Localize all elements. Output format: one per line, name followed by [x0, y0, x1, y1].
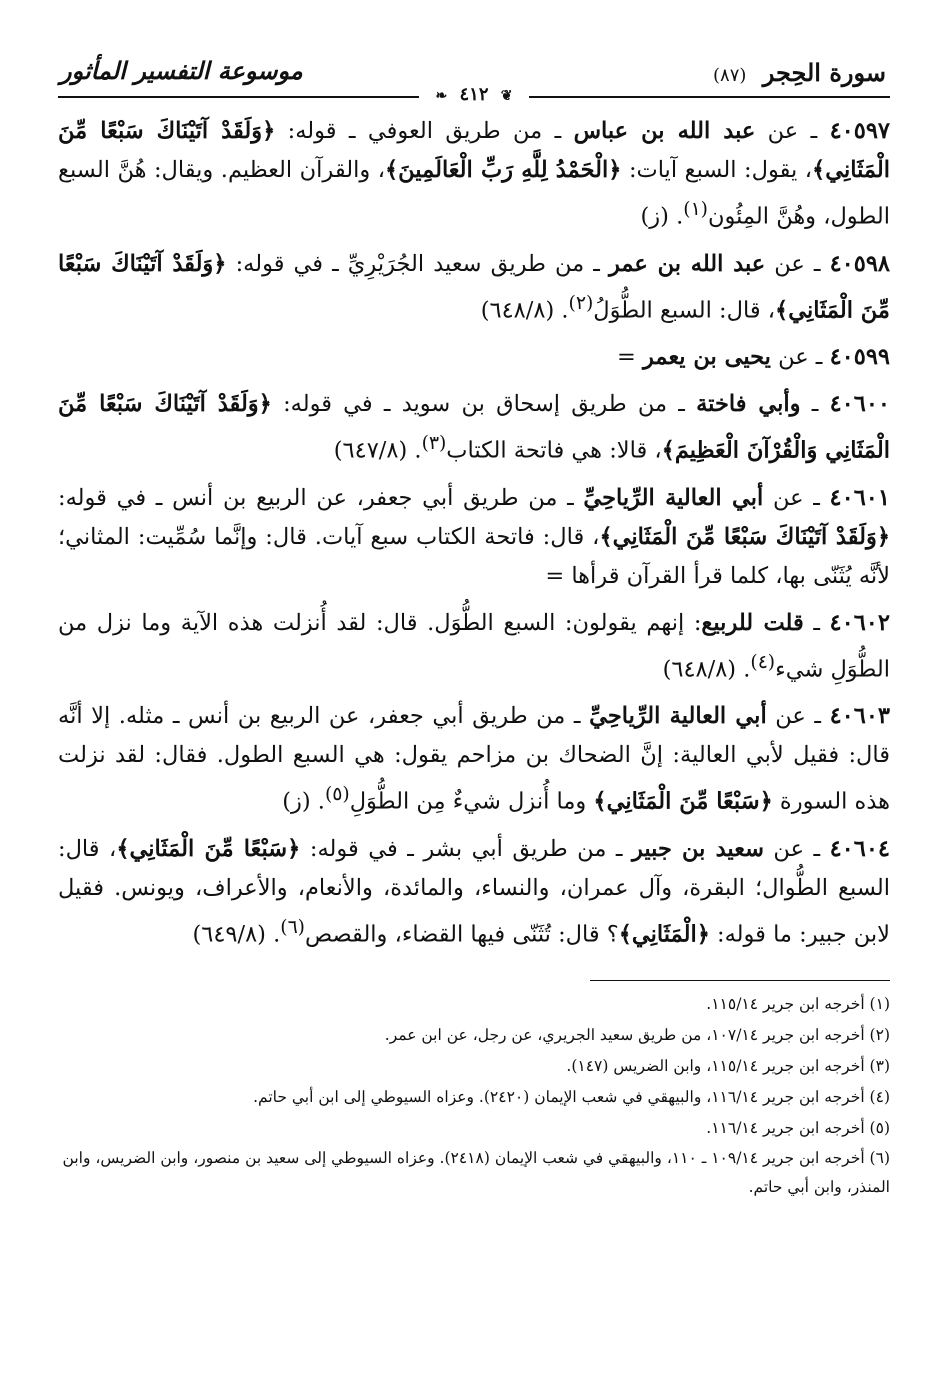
footnote-separator: [590, 980, 890, 981]
text: ـ من طريق أبي بشر ـ في قوله:: [300, 835, 632, 862]
text: ـ عن: [763, 484, 830, 511]
text: ـ من طريق أبي جعفر، عن الربيع بن أنس ـ في قوله:: [58, 484, 584, 511]
footnote: (٤) أخرجه ابن جرير ١١٦/١٤، والبيهقي في شعب الإيمان (٢٤٢٠). وعزاه السيوطي إلى ابن أبي حاتم.: [253, 1088, 890, 1106]
text: ـ عن: [766, 703, 830, 729]
text: ، قالا: هي فاتحة الكتاب: [446, 437, 662, 464]
entry-number: ٤٠٦٠٣: [829, 703, 890, 729]
page-number-text: ٤١٢: [459, 84, 489, 105]
footnote-ref: (٤): [750, 651, 776, 673]
verse-number: (٨٧): [713, 65, 747, 86]
text: =: [617, 344, 644, 370]
entry: [58, 830, 890, 955]
text: ، قال: السبع الطُّوَلُ: [593, 297, 776, 323]
entry: [58, 479, 890, 596]
text: ، والقرآن العظيم. ويقال: هُنَّ السبع الطول، وهُنَّ المِئُون: [58, 157, 890, 230]
entry-number: ٤٠٥٩٧: [829, 118, 890, 144]
narrator: يحيى بن يعمر: [643, 344, 771, 370]
footnote: (٥) أخرجه ابن جرير ١١٦/١٤.: [706, 1119, 890, 1137]
entry-number: ٤٠٦٠٤: [829, 835, 891, 862]
narrator: عبد الله بن عمر: [608, 250, 766, 277]
footnote-ref: (١): [683, 199, 708, 220]
text: . (ز): [282, 788, 325, 815]
quran-quote: ﴿سَبْعًا مِّنَ الْمَثَانِي﴾: [116, 835, 301, 862]
ornament-icon: ❦: [500, 88, 513, 104]
ornament-icon: ❧: [435, 88, 448, 104]
footnote: (١) أخرجه ابن جرير ١١٥/١٤.: [706, 995, 890, 1013]
entry: [58, 697, 890, 822]
page: [58, 40, 890, 1202]
text: ـ: [800, 391, 830, 417]
entry-number: ٤٠٦٠٢: [829, 609, 890, 636]
page-number-wrap: [58, 84, 890, 105]
entry-number: ٤٠٦٠٠: [829, 391, 890, 417]
footnote: (٢) أخرجه ابن جرير ١٠٧/١٤، من طريق سعيد الجريري، عن رجل، عن ابن عمر.: [384, 1026, 890, 1044]
page-header: [58, 40, 890, 105]
entry: [58, 112, 890, 237]
text: . (٦٤٩/٨): [192, 921, 281, 947]
entry-number: ٤٠٥٩٨: [829, 250, 891, 277]
narrator: أبي العالية الرِّياحِيِّ: [589, 703, 767, 729]
narrator: قلت للربيع: [701, 609, 804, 636]
quran-quote: ﴿سَبْعًا مِّنَ الْمَثَانِي﴾: [593, 788, 773, 815]
entry: [58, 338, 890, 377]
quran-quote: ﴿الْحَمْدُ لِلَّهِ رَبِّ الْعَالَمِينَ﴾: [384, 157, 622, 183]
surah-title: [713, 58, 886, 87]
text: : إنهم يقولون: السبع الطُّوَل. قال: لقد أُنزلت هذه الآية وما نزل من الطُّوَلِ شيء: [58, 609, 890, 682]
footnote: (٦) أخرجه ابن جرير ١٠٩/١٤ ـ ١١٠، والبيهقي في شعب الإيمان (٢٤١٨). وعزاه السيوطي إلى سعيد بن منصور، وابن الضريس، وابن المنذر، وابن أبي حاتم.: [62, 1149, 890, 1196]
entry-number: ٤٠٦٠١: [829, 484, 890, 511]
text: ـ عن: [765, 250, 830, 277]
quran-quote: ﴿وَلَقَدْ آتَيْنَاكَ سَبْعًا مِّنَ الْمَثَانِي﴾: [58, 250, 890, 323]
text: ـ من طريق إسحاق بن سويد ـ في قوله:: [271, 391, 697, 417]
text: ؟ قال: تُثَنّى فيها القضاء، والقصص: [304, 921, 619, 947]
narrator: عبد الله بن عباس: [573, 118, 756, 144]
entry: [58, 385, 890, 471]
footnote-ref: (٥): [324, 784, 350, 805]
quran-quote: ﴿وَلَقَدْ آتَيْنَاكَ سَبْعًا مِّنَ الْمَثَانِي وَالْقُرْآنَ الْعَظِيمَ﴾: [58, 391, 890, 464]
narrator: سعيد بن جبير: [631, 835, 764, 862]
text: . (٦٤٨/٨): [480, 297, 569, 323]
footnote-ref: (٦): [280, 916, 305, 938]
surah-name: سورة الحِجر: [762, 58, 886, 87]
text: ـ: [803, 609, 830, 636]
text: ـ عن: [755, 118, 830, 144]
text: . (٦٤٨/٨): [662, 656, 751, 682]
text: ، قال: السبع الطُّوال؛ البقرة، وآل عمران، والنساء، والمائدة، والأنعام، والأعراف، ويونس. فقيل لابن جبير: ما قوله:: [58, 835, 890, 947]
footnote: (٣) أخرجه ابن جرير ١١٥/١٤، وابن الضريس (١٤٧).: [566, 1057, 890, 1075]
entry: [58, 245, 890, 331]
quran-quote: ﴿وَلَقَدْ آتَيْنَاكَ سَبْعًا مِّنَ الْمَثَانِي﴾: [58, 118, 891, 183]
footnotes: [58, 989, 890, 1202]
text: ـ عن: [770, 344, 830, 370]
entry: [58, 604, 890, 690]
entries: [58, 112, 890, 954]
text: وما أُنزل شيءٌ مِن الطُّوَلِ: [349, 788, 594, 815]
text: . (ز): [640, 203, 684, 230]
text: ـ من طريق أبي جعفر، عن الربيع بن أنس ـ مثله. إلا أنَّه قال: فقيل لأبي العالية: إنَّ الضحاك بن مزاحم يقول: هي السبع الطول. فقال: لقد نزلت هذه السورة: [58, 703, 890, 815]
quran-quote: ﴿الْمَثَانِي﴾: [618, 921, 710, 947]
text: ـ من طريق العوفي ـ قوله:: [275, 118, 574, 144]
page-number: [419, 84, 528, 105]
quran-quote: ﴿وَلَقَدْ آتَيْنَاكَ سَبْعًا مِّنَ الْمَثَانِي﴾: [599, 523, 890, 550]
text: ، قال: فاتحة الكتاب سبع آيات. قال: وإنَّما سُمِّيت: المثاني؛ لأنَّه يُثَنّى بها، كلما قرأ القرآن قرأها =: [58, 523, 890, 589]
entry-number: ٤٠٥٩٩: [829, 344, 890, 370]
text: ـ من طريق سعيد الجُرَيْرِيِّ ـ في قوله:: [226, 250, 609, 277]
footnote-ref: (٢): [568, 292, 594, 314]
text: ـ عن: [763, 835, 830, 862]
footnote-ref: (٣): [421, 433, 447, 454]
narrator: أبي العالية الرِّياحِيِّ: [583, 484, 764, 511]
text: . (٦٤٧/٨): [333, 437, 422, 464]
narrator: وأبي فاختة: [696, 391, 801, 417]
series-title: موسوعة التفسير المأثور: [60, 56, 303, 85]
text: ، يقول: السبع آيات:: [621, 157, 813, 183]
